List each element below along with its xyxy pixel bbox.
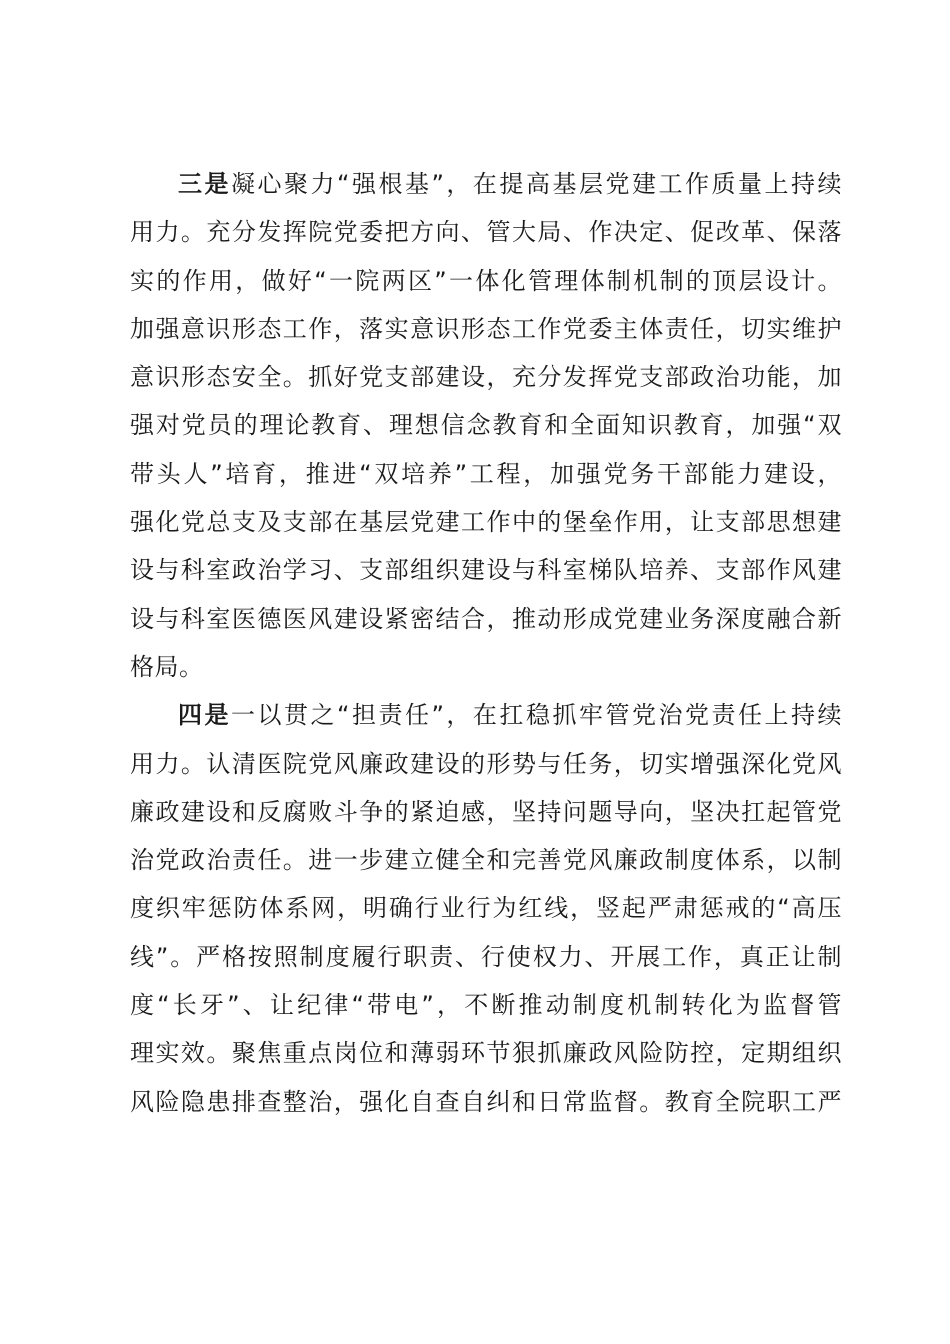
paragraph-line: 格局。 [130, 652, 204, 681]
paragraph-line: 治党政治责任。进一步建立健全和完善党风廉政制度体系，以制 [130, 846, 842, 875]
paragraph-line: 度织牢惩防体系网，明确行业行为红线，竖起严肃惩戒的“高压 [130, 894, 842, 923]
paragraph-line: 设与科室医德医风建设紧密结合，推动形成党建业务深度融合新 [130, 604, 842, 633]
paragraph-line: 用力。认清医院党风廉政建设的形势与任务，切实增强深化党风 [130, 749, 842, 778]
paragraph-line: 理实效。聚焦重点岗位和薄弱环节狠抓廉政风险防控，定期组织 [130, 1039, 842, 1068]
paragraph-line [130, 691, 842, 739]
paragraph-line [130, 160, 842, 208]
paragraph-line: 强对党员的理论教育、理想信念教育和全面知识教育，加强“双 [130, 411, 842, 440]
paragraph-line: 度“长牙”、让纪律“带电”，不断推动制度机制转化为监督管 [130, 991, 842, 1020]
paragraph-line: 加强意识形态工作，落实意识形态工作党委主体责任，切实维护 [130, 314, 842, 343]
paragraph-line: 用力。充分发挥院党委把方向、管大局、作决定、促改革、保落 [130, 218, 842, 247]
paragraph-line: 强化党总支及支部在基层党建工作中的堡垒作用，让支部思想建 [130, 508, 842, 537]
document-body [130, 160, 842, 1126]
paragraph-san-shi [130, 160, 842, 691]
paragraph-line: 带头人”培育，推进“双培养”工程，加强党务干部能力建设， [130, 459, 842, 488]
paragraph-line: 设与科室政治学习、支部组织建设与科室梯队培养、支部作风建 [130, 556, 842, 585]
paragraph-line: 廉政建设和反腐败斗争的紧迫感，坚持问题导向，坚决扛起管党 [130, 797, 842, 826]
paragraph-line: 风险隐患排查整治，强化自查自纠和日常监督。教育全院职工严 [130, 1087, 842, 1116]
paragraph-line: 线”。严格按照制度履行职责、行使权力、开展工作，真正让制 [130, 942, 842, 971]
paragraph-si-shi [130, 691, 842, 1126]
paragraph-text: 凝心聚力“强根基”，在提高基层党建工作质量上持续 [231, 170, 842, 198]
paragraph-line: 意识形态安全。抓好党支部建设，充分发挥党支部政治功能，加 [130, 363, 842, 392]
paragraph-line: 实的作用，做好“一院两区”一体化管理体制机制的顶层设计。 [130, 266, 842, 295]
paragraph-lead: 三是 [178, 170, 232, 198]
paragraph-lead: 四是 [178, 701, 232, 730]
paragraph-text: 一以贯之“担责任”，在扛稳抓牢管党治党责任上持续 [231, 701, 842, 730]
